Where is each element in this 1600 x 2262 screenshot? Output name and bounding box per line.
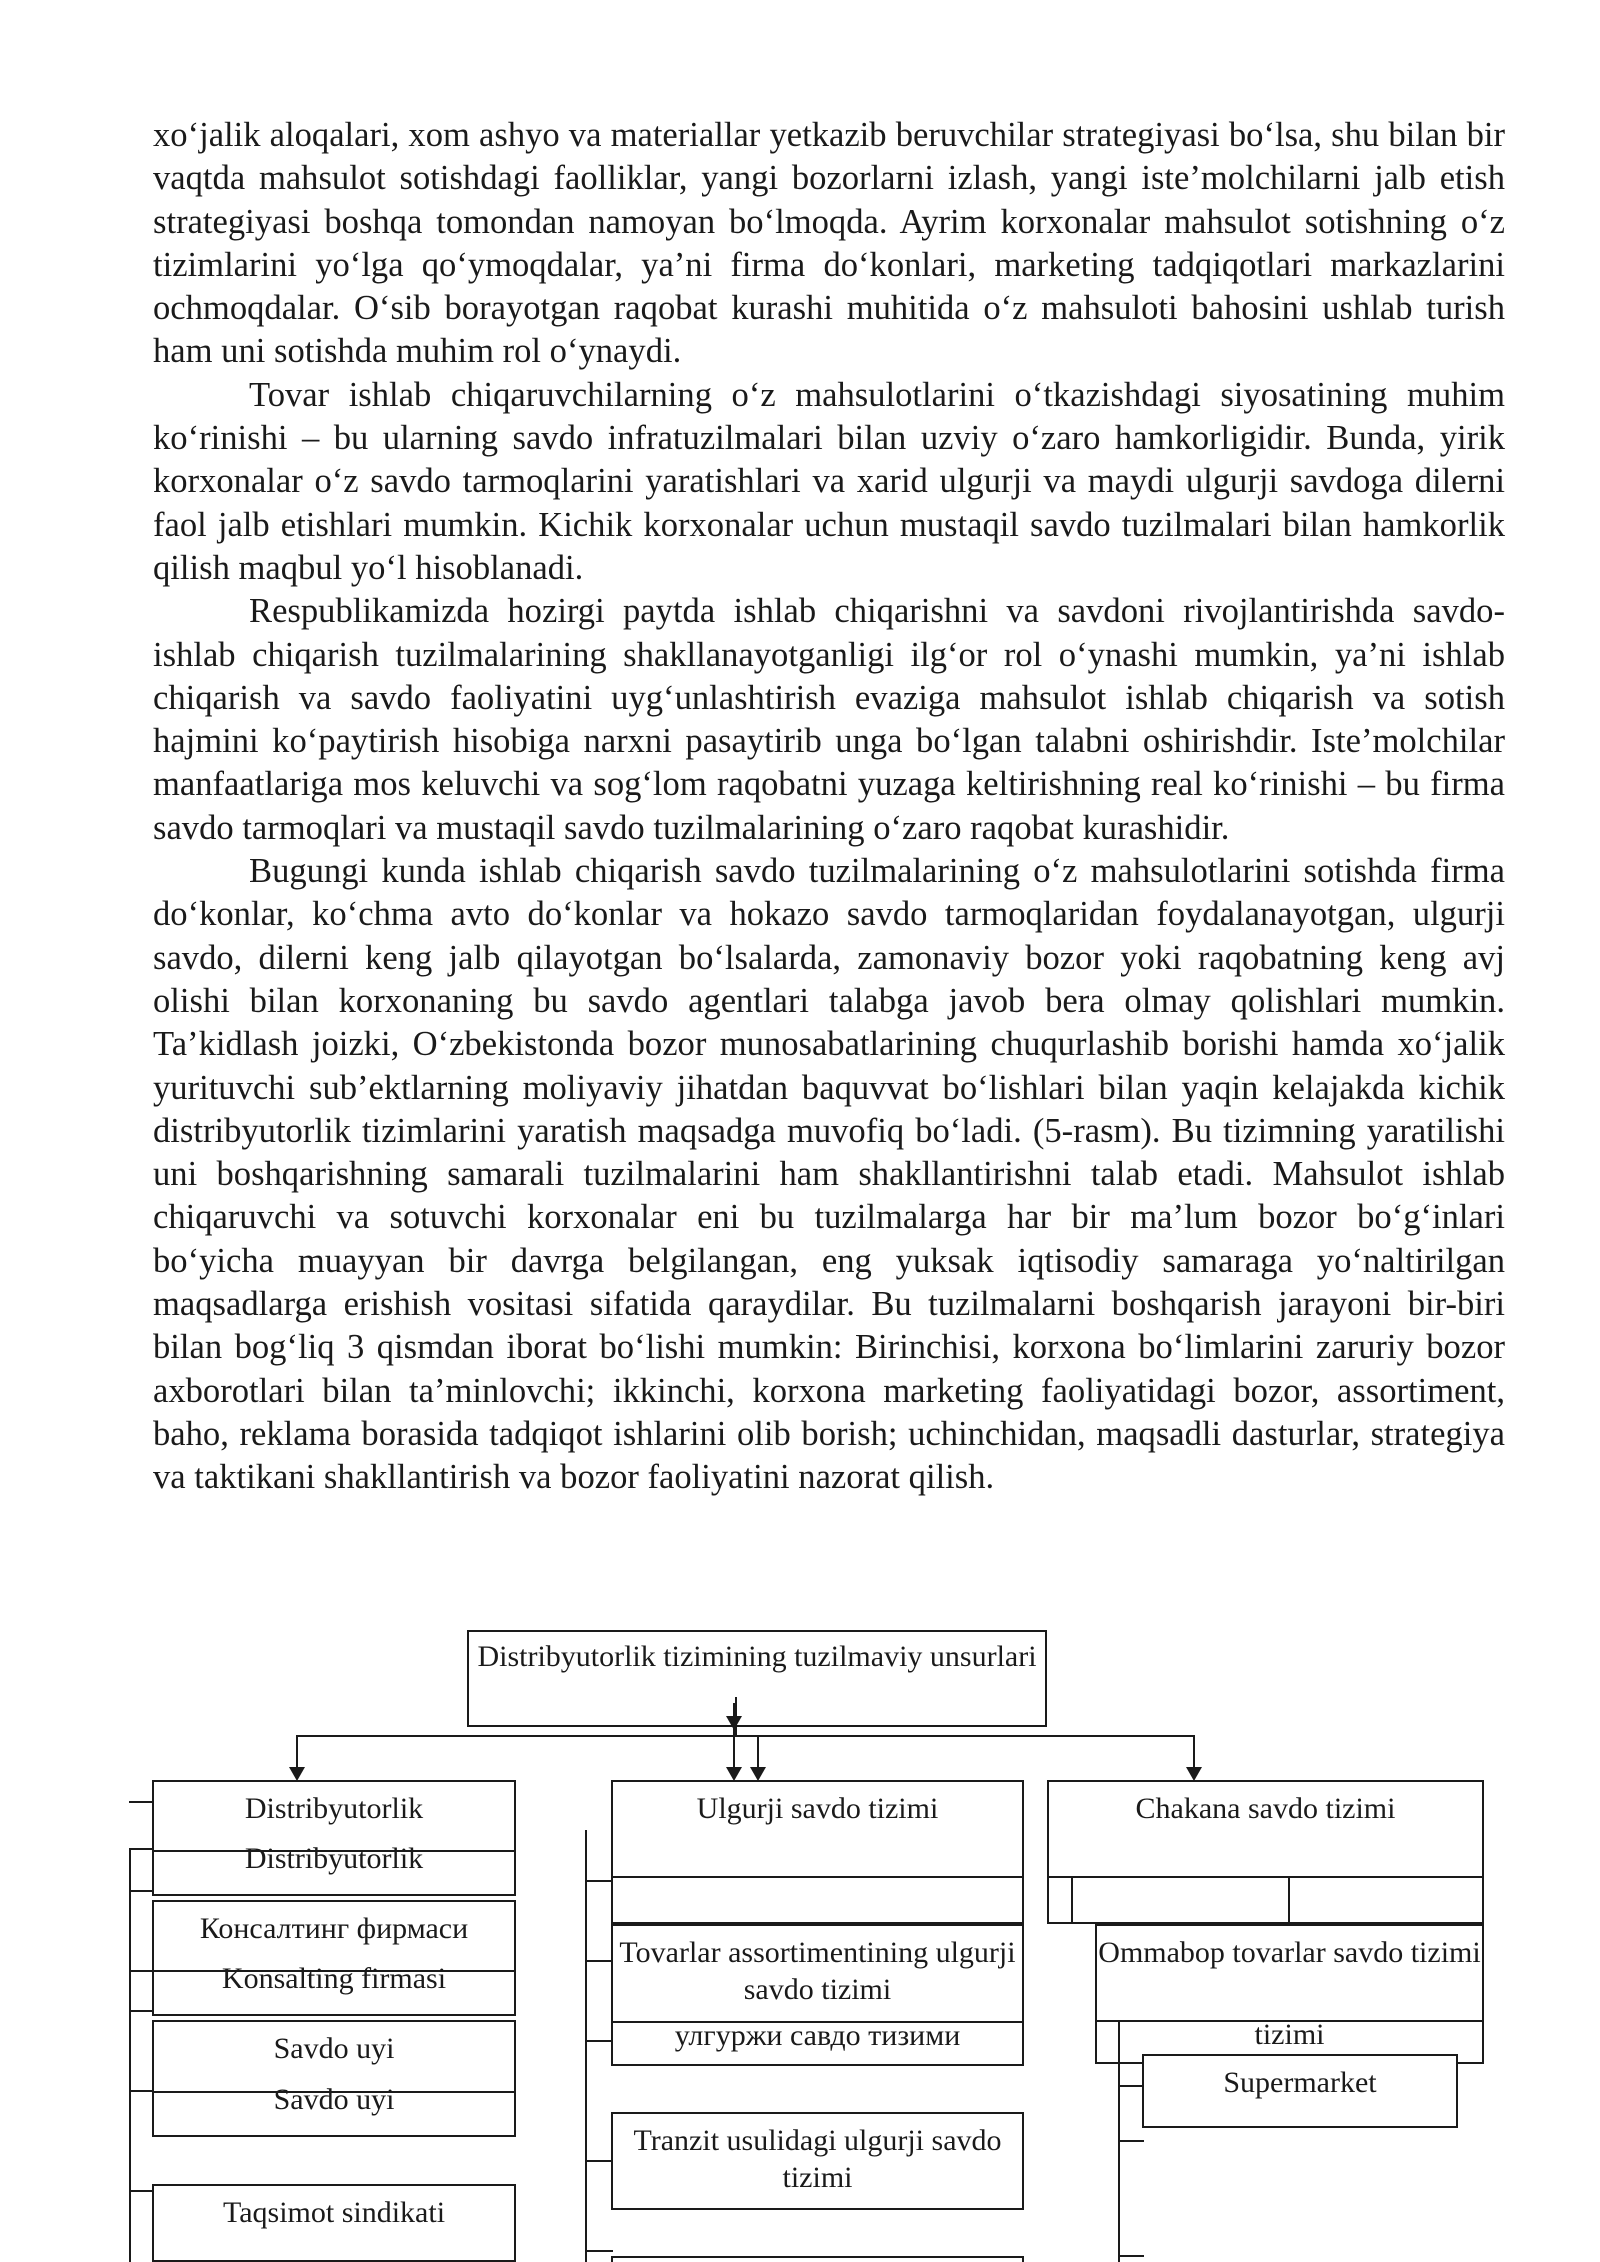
assortiment-ghost-label: улгуржи савдо тизими: [674, 2019, 961, 2052]
diagram-root-box: [467, 1630, 1047, 1727]
distribyutorlik-ghost-label: Distribyutorlik: [244, 1842, 424, 1875]
chakana-box: [1047, 1780, 1484, 1878]
paragraph-4: Bugungi kunda ishlab chiqarish savdo tuzilmalarining o‘z mahsulotlarini sotishda firma do‘konlar, ko‘chma avto do‘konlar va hokazo savdo tarmoqlaridan foydalanayotgan, ulgurji savdo, dilerni keng jalb qilayotgan bo‘lsalarda, zamonaviy bozor yoki raqobatning keng avj olishi bilan korxonaning bu savdo agentlari talabga javob bera olmay qolishlari mumkin. Ta’kidlash joizki, O‘zbekistonda bozor munosabatlarining chuqurlashib borishi hamda xo‘jalik yurituvchi sub’ektlarning moliyaviy jihatdan baquvvat bo‘lishlari bilan yaqin kelajakda kichik distribyutorlik tizimlarini yaratish maqsadga muvofiq bo‘ladi. (5-rasm). Bu tizimning yaratilishi uni boshqarishning samarali tuzilmalarini ham shakllantirishni talab etadi. Mahsulot ishlab chiqaruvchi va sotuvchi korxonalar eni bu tuzilmalarga har bir ma’lum bozor bo‘g‘inlari bo‘yicha muayyan bir davrga belgilangan, eng yuksak iqtisodiy samaraga yo‘naltirilgan maqsadlarga erishish vositasi sifatida qaraydilar. Bu tuzilmalarni boshqarish jarayoni bir-biri bilan bog‘liq 3 qismdan iborat bo‘lishi mumkin: Birinchisi, korxona bo‘limlarini zaruriy bozor axborotlari bilan ta’minlovchi; ikkinchi, korxona marketing faoliyatidagi bozor, assortiment, baho, reklama borasida tadqiqot ishlarini olib borish; uchinchidan, maqsadli dasturlar, strategiya va taktikani shakllantirish va bozor faoliyatini nazorat qilish.: [153, 852, 1505, 1497]
ommabop-label-box: [1095, 1924, 1484, 2022]
konsalting-ghost-label: Konsalting firmasi: [221, 1962, 447, 1995]
arrow-down-icon: [1186, 1767, 1202, 1781]
arrow-down-icon: [726, 1716, 742, 1730]
root-stem: [735, 1697, 737, 1737]
savdo-uyi-ghost-label: Savdo uyi: [273, 2083, 395, 2116]
taqsimot-label: Taqsimot sindikati: [222, 2196, 446, 2229]
assortiment-label-box: [611, 1924, 1024, 2023]
paragraph-1: xo‘jalik aloqalari, xom ashyo va materiallar yetkazib beruvchilar strategiyasi bo‘lsa, shu bilan bir vaqtda mahsulot sotishdagi faolliklar, yangi bozorlarni izlash, yangi iste’molchilarni jalb etish strategiyasi boshqa tomondan namoyan bo‘lmoqda. Ayrim korxonalar mahsulot sotishning o‘z tizimlarini yo‘lga qo‘ymoqdalar, ya’ni firma do‘konlari, marketing tadqiqotlari markazlarini ochmoqdalar. O‘sib borayotgan raqobat kurashi muhitida o‘z mahsuloti bahosini ushlab turish ham uni sotishda muhim rol o‘ynaydi.: [153, 116, 1505, 371]
col2-spine: [585, 1830, 587, 2262]
col3-spine: [1118, 2020, 1120, 2262]
savdo-uyi-label: Savdo uyi: [273, 2032, 395, 2065]
savdo-uyi-label-box: [152, 2020, 516, 2093]
konsalting-box: [152, 1900, 516, 2016]
paragraph-3: Respublikamizda hozirgi paytda ishlab chiqarishni va savdoni rivojlantirishda savdo-ishlab chiqarish tuzilmalarining shakllanayotganligi ilg‘or rol o‘ynashi mumkin, ya’ni ishlab chiqarish va savdo faoliyatini uyg‘unlashtirish evaziga mahsulot ishlab chiqarish va sotish hajmini ko‘paytirish hisobiga narxni pasaytirib unga bo‘lgan talabni oshirishdir. Iste’molchilar manfaatlariga mos keluvchi va sog‘lom raqobatni yuzaga keltirishning real ko‘rinishi – bu firma savdo tarmoqlari va mustaqil savdo tuzilmalarining o‘zaro raqobat kurashidir.: [153, 592, 1505, 847]
supermarket-box: [1142, 2054, 1458, 2128]
ulgurji-box: [611, 1780, 1024, 1924]
assortiment-label: Tovarlar assortimentining ulgurji savdo tizimi: [619, 1936, 1016, 2006]
distribyutorlik-label-box: [152, 1780, 516, 1852]
chakana-label: Chakana savdo tizimi: [1135, 1792, 1396, 1825]
supermarket-label: Supermarket: [1223, 2066, 1377, 2099]
ommabop-label: Ommabop tovarlar savdo tizimi: [1098, 1936, 1481, 1969]
konsalting-label-box: [152, 1900, 516, 1972]
arrow-down-icon: [289, 1767, 305, 1781]
distribyutorlik-label: Distribyutorlik: [244, 1792, 424, 1825]
assortiment-box: [611, 1924, 1024, 2066]
paragraph-2: Tovar ishlab chiqaruvchilarning o‘z mahsulotlarini o‘tkazishdagi siyosatining muhim ko‘rinishi – bu ularning savdo infratuzilmalari bilan uzviy o‘zaro hamkorligidir. Bunda, yirik korxonalar o‘z savdo tarmoqlarini yaratishlari va xarid ulgurji va maydi ulgurji savdoga dilerni faol jalb etishlari mumkin. Kichik korxonalar uchun mustaqil savdo tuzilmalari bilan hamkorlik qilish maqbul yo‘l hisoblanadi.: [153, 375, 1505, 587]
taqsimot-box: [152, 2184, 516, 2262]
diagram-root-label: Distribyutorlik tizimining tuzilmaviy unsurlari: [477, 1640, 1037, 1673]
arrow-down-icon: [750, 1767, 766, 1781]
document-body: [153, 114, 1505, 1500]
ulgurji-label: Ulgurji savdo tizimi: [696, 1792, 939, 1825]
savdo-uyi-box: [152, 2020, 516, 2137]
tranzit-box: [611, 2112, 1024, 2210]
chakana-under-box: [1047, 1876, 1484, 1924]
ulgurji-label-box: [611, 1780, 1024, 1878]
distribyutorlik-box: [152, 1780, 516, 1896]
konsalting-label: Консалтинг фирмаси: [199, 1912, 469, 1945]
arrow-down-icon: [726, 1767, 742, 1781]
col1-spine: [129, 1848, 131, 2262]
ommabop-ghost-label: tizimi: [1254, 2018, 1325, 2051]
tranzit-label: Tranzit usulidagi ulgurji savdo tizimi: [633, 2124, 1002, 2194]
ommabop-box: [1095, 1924, 1484, 2064]
root-branch: [296, 1735, 1195, 1737]
